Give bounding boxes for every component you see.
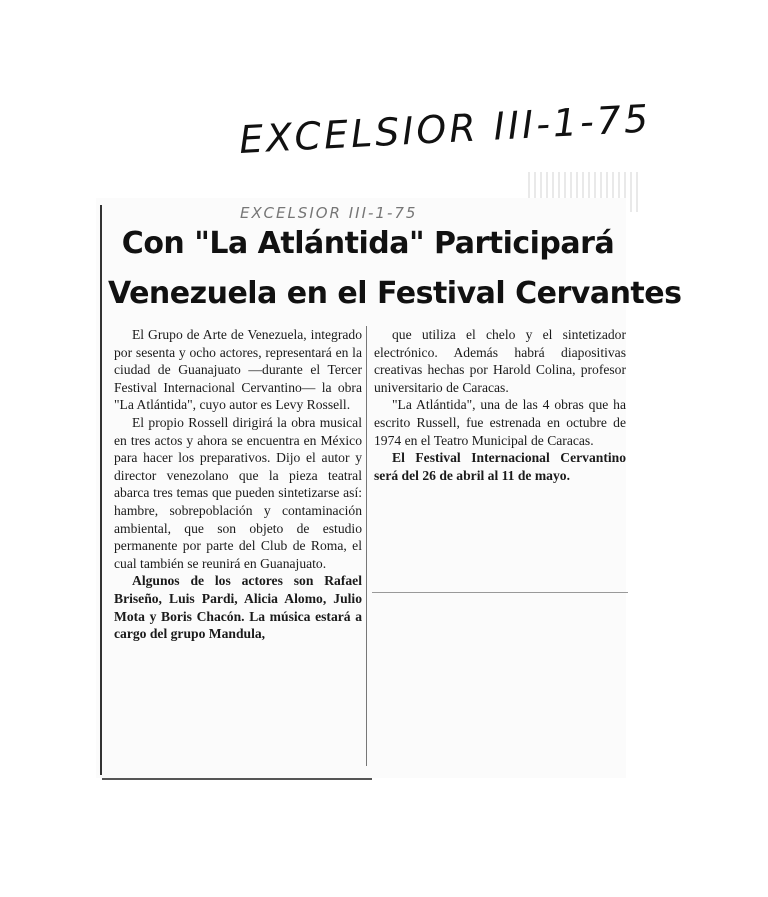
clipping-cut-edge (372, 592, 628, 593)
paragraph: "La Atlántida", una de las 4 obras que ha escrito Russell, fue estrenada en octubre de 1974 en el Teatro Municipal de Caracas. (374, 397, 626, 448)
article-column-right (374, 326, 626, 484)
column-divider (366, 326, 367, 766)
handwritten-archive-note: EXCELSIOR III-1-75 (238, 96, 653, 162)
paragraph: que utiliza el chelo y el sintetizador electrónico. Además habrá diapositivas creativas hechas por Harold Colina, profesor universitario de Caracas. (374, 327, 626, 395)
paragraph: El Festival Internacional Cervantino será del 26 de abril al 11 de mayo. (374, 450, 626, 483)
clipping-left-edge (100, 205, 102, 775)
paragraph: Algunos de los actores son Rafael Briseño, Luis Pardi, Alicia Alomo, Julio Mota y Boris Chacón. La música estará a cargo del grupo Mandula, (114, 573, 362, 642)
article-column-left (114, 326, 362, 643)
headline-line-1: Con "La Atlántida" Participará (121, 226, 615, 261)
clipping-date-stamp: EXCELSIOR III-1-75 (240, 204, 418, 222)
paragraph: El Grupo de Arte de Venezuela, integrado por sesenta y ocho actores, representará en la ciudad de Guanajuato —durante el Tercer Festival Internacional Cervantino— la obra "La Atlántida", cuyo autor es Levy Rossell. (114, 327, 362, 413)
clipping-bottom-edge (102, 778, 372, 780)
headline-line-2: Venezuela en el Festival Cervantes (108, 276, 682, 311)
paragraph: El propio Rossell dirigirá la obra musical en tres actos y ahora se encuentra en México para hacer los preparativos. Dijo el autor y director venezolano que la pieza teatral abarca tres temas que pueden sintetizarse así: hambre, sobrepoblación y contaminación ambiental, que son objeto de estudio permanente por parte del Club de Roma, el cual también se reunirá en Guanajuato. (114, 414, 362, 571)
